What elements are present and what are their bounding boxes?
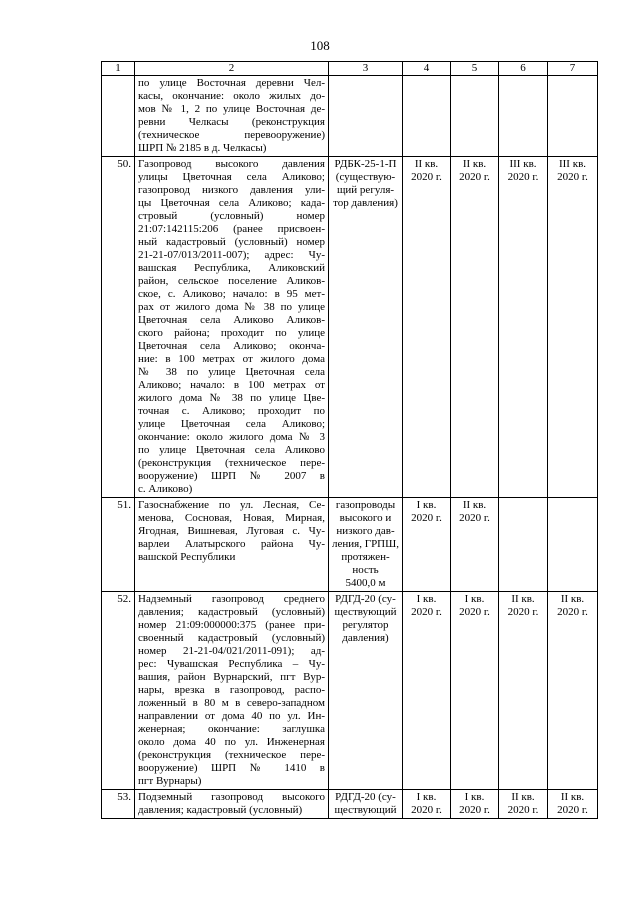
description-line: рах от жилого дома № 38 по улице (138, 301, 325, 313)
description-line: (реконструкция (техническое пере- (138, 749, 325, 761)
table-row (102, 790, 598, 819)
period-line: II кв. (414, 158, 439, 170)
description-line: направлении от дома 40 по ул. Ин- (138, 710, 325, 722)
equipment-line: РДГД-20 (су- (335, 593, 396, 605)
description-line: Надземный газопровод среднего (138, 593, 325, 605)
description-line: ложенный в 80 м в северо-западном (138, 697, 325, 709)
document-table (101, 61, 598, 819)
period-cell-q7 (548, 592, 598, 790)
period-line: I кв. (416, 499, 437, 511)
description-line: ный кадастровый (условный) номер (138, 236, 325, 248)
period-cell-q5 (451, 790, 499, 819)
period-line: I кв. (464, 791, 485, 803)
description-line: улице Цветочная села Аликово; (138, 418, 325, 430)
description-line: мов № 1, 2 по улице Восточная де- (138, 103, 325, 115)
period-cell-q6 (499, 592, 548, 790)
object-description (135, 157, 329, 498)
description-line: ревни Челкасы (реконструкция (138, 116, 325, 128)
description-line: Газопровод высокого давления (138, 158, 325, 170)
equipment-line: (существую- (335, 171, 396, 183)
period-line: II кв. (511, 593, 535, 605)
period-line: 2020 г. (411, 804, 442, 816)
period-cell-q4 (403, 76, 451, 157)
equipment-line: регулятор (342, 619, 389, 631)
equipment-cell (329, 592, 403, 790)
column-header: 1 (102, 62, 135, 76)
row-number: 50. (102, 157, 135, 498)
period-cell-q7 (548, 790, 598, 819)
description-line: цы Цветочная села Аликово; када- (138, 197, 325, 209)
description-line: женерная; окончание: заглушка (138, 723, 325, 735)
description-line: вооружение) ШРП № 1410 в (138, 762, 325, 774)
period-cell-q4 (403, 790, 451, 819)
period-cell-q7 (548, 76, 598, 157)
description-line: давления; кадастровый (условный) (138, 804, 303, 816)
period-cell-q7 (548, 498, 598, 592)
description-line: рес: Чувашская Республика – Чу- (138, 658, 325, 670)
period-line: 2020 г. (411, 171, 442, 183)
description-line: Подземный газопровод высокого (138, 791, 325, 803)
description-line: ние: в 100 метрах от жилого дома (138, 353, 325, 365)
period-line: 2020 г. (411, 512, 442, 524)
period-line: 2020 г. (411, 606, 442, 618)
object-description (135, 592, 329, 790)
period-cell-q6 (499, 790, 548, 819)
period-line: 2020 г. (557, 606, 588, 618)
period-line: II кв. (560, 791, 585, 803)
period-line: I кв. (416, 593, 437, 605)
equipment-line: тор давления) (333, 197, 398, 209)
period-line: 2020 г. (507, 804, 539, 816)
period-line: 2020 г. (459, 804, 490, 816)
object-description (135, 498, 329, 592)
period-line: 2020 г. (459, 606, 490, 618)
equipment-line: протяжен- (341, 551, 390, 563)
description-line: жилого дома № 38 по улице Цве- (138, 392, 325, 404)
row-number: 53. (102, 790, 135, 819)
row-number: 51. (102, 498, 135, 592)
period-cell-q6 (499, 157, 548, 498)
description-line: окончание: около жилого дома № 3 (138, 431, 325, 443)
description-line: пгт Вурнары) (138, 775, 202, 787)
equipment-line: газопроводы (335, 499, 396, 511)
description-line: газопровод низкого давления ули- (138, 184, 325, 196)
equipment-line: щий регуля- (336, 184, 395, 196)
description-line: номер 21:09:000000:375 (ранее при- (138, 619, 325, 631)
description-line: 21-21-07/013/2011-007); адрес: Чу- (138, 249, 325, 261)
period-line: 2020 г. (459, 512, 490, 524)
table-row (102, 157, 598, 498)
period-line: 2020 г. (507, 606, 539, 618)
equipment-line: ность (352, 564, 379, 576)
equipment-line: высокого и (339, 512, 392, 524)
equipment-line: ления, ГРПШ, (332, 538, 399, 550)
period-cell-q6 (499, 76, 548, 157)
column-header: 4 (403, 62, 451, 76)
column-header: 3 (329, 62, 403, 76)
column-header: 7 (548, 62, 598, 76)
column-header: 2 (135, 62, 329, 76)
equipment-cell (329, 498, 403, 592)
period-line: II кв. (462, 158, 487, 170)
description-line: Цветочная села Аликово Аликов- (138, 314, 325, 326)
description-line: около дома 40 по ул. Инженерная (138, 736, 325, 748)
period-cell-q5 (451, 76, 499, 157)
description-line: ШРП № 2185 в д. Челкасы) (138, 142, 267, 154)
row-number: 52. (102, 592, 135, 790)
object-description (135, 790, 329, 819)
period-line: II кв. (511, 791, 535, 803)
description-line: Газоснабжение по ул. Лесная, Се- (138, 499, 325, 511)
description-line: Ягодная, Вишневая, Луговая с. Чу- (138, 525, 325, 537)
page-number: 108 (310, 38, 330, 53)
description-line: точная с. Аликово; проходит по (138, 405, 325, 417)
period-line: 2020 г. (507, 171, 539, 183)
description-line: вооружение) ШРП № 2007 в (138, 470, 325, 482)
equipment-line: ществующий (334, 606, 397, 618)
column-header: 5 (451, 62, 499, 76)
period-line: I кв. (464, 593, 485, 605)
description-line: менова, Сосновая, Новая, Мирная, (138, 512, 325, 524)
description-line: (техническое перевооружение) (138, 129, 325, 141)
equipment-line: РДБК-25-1-П (334, 158, 397, 170)
period-line: III кв. (558, 158, 587, 170)
table-row (102, 592, 598, 790)
period-line: II кв. (560, 593, 585, 605)
period-line: III кв. (509, 158, 537, 170)
period-line: II кв. (462, 499, 487, 511)
equipment-line: давления) (342, 632, 389, 644)
object-description (135, 76, 329, 157)
description-line: ское, с. Аликово; начало: в 95 мет- (138, 288, 325, 300)
description-line: улицы Цветочная села Аликово; (138, 171, 325, 183)
description-line: район, сельское поселение Аликов- (138, 275, 325, 287)
description-line: давления; кадастровый (условный) (138, 606, 325, 618)
description-line: номер 21-21-04/021/2011-091); ад- (138, 645, 325, 657)
description-line: вашской Республики (138, 551, 236, 563)
description-line: нары, врезка в газопровод, распо- (138, 684, 325, 696)
description-line: вашская Республика, Аликовский (138, 262, 325, 274)
period-cell-q5 (451, 498, 499, 592)
description-line: (реконструкция (техническое пере- (138, 457, 325, 469)
description-line: варлеи Алатырского района Чу- (138, 538, 325, 550)
period-cell-q7 (548, 157, 598, 498)
period-line: 2020 г. (459, 171, 490, 183)
description-line: Цветочная села Аликово; оконча- (138, 340, 325, 352)
equipment-cell (329, 790, 403, 819)
row-number (102, 76, 135, 157)
description-line: № 38 по улице Цветочная села (138, 366, 325, 378)
period-cell-q5 (451, 592, 499, 790)
description-line: касы, окончание: около жилых до- (138, 90, 325, 102)
period-cell-q4 (403, 498, 451, 592)
period-cell-q4 (403, 592, 451, 790)
period-line: 2020 г. (557, 804, 588, 816)
description-line: по улице Цветочная села Аликово (138, 444, 325, 456)
equipment-cell (329, 157, 403, 498)
description-line: вашия, район Вурнарский, пгт Вур- (138, 671, 325, 683)
equipment-cell (329, 76, 403, 157)
period-cell-q4 (403, 157, 451, 498)
table-row (102, 76, 598, 157)
equipment-line: ществующий (334, 804, 397, 816)
column-header: 6 (499, 62, 548, 76)
description-line: 21:07:142115:206 (ранее присвоен- (138, 223, 325, 235)
description-line: Аликово; начало: в 100 метрах от (138, 379, 325, 391)
table-header-row (102, 62, 598, 76)
description-line: по улице Восточная деревни Чел- (138, 77, 325, 89)
table-row (102, 498, 598, 592)
description-line: своенный кадастровый (условный) (138, 632, 325, 644)
period-line: I кв. (416, 791, 437, 803)
description-line: ского района; проходит по улице (138, 327, 325, 339)
period-cell-q5 (451, 157, 499, 498)
equipment-line: 5400,0 м (345, 577, 386, 589)
period-line: 2020 г. (557, 171, 588, 183)
description-line: с. Аликово) (138, 483, 193, 495)
period-cell-q6 (499, 498, 548, 592)
equipment-line: низкого дав- (336, 525, 395, 537)
equipment-line: РДГД-20 (су- (335, 791, 396, 803)
description-line: стровый (условный) номер (138, 210, 325, 222)
